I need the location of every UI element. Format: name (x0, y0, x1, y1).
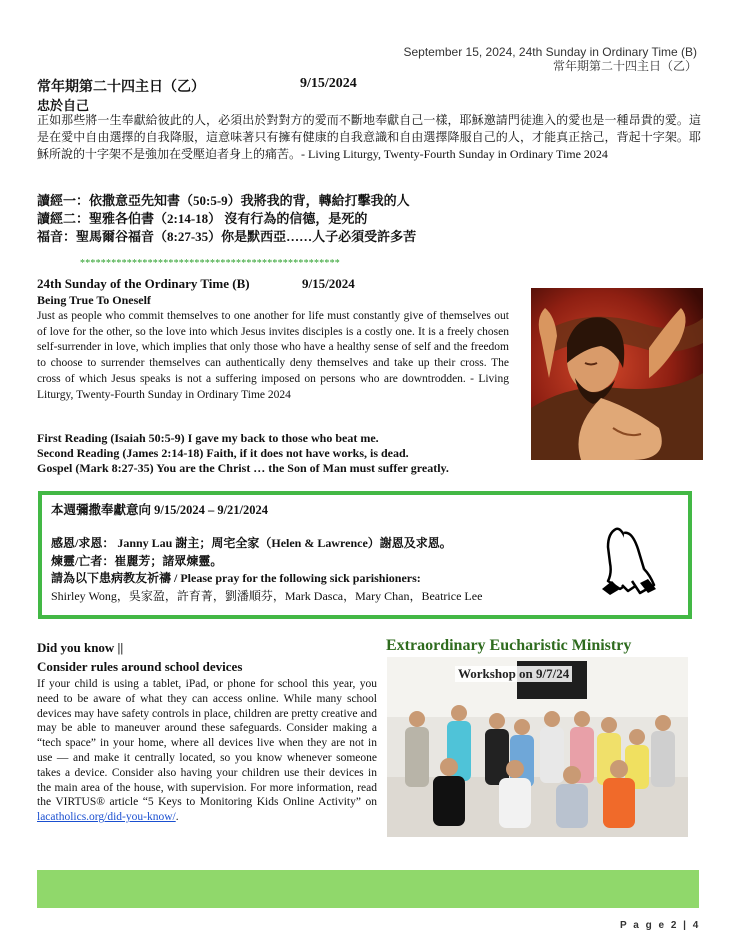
chinese-reading-2: 讀經二：聖雅各伯書（2:14-18） 沒有行為的信德，是死的 (37, 211, 368, 226)
did-you-know-subtitle: Consider rules around school devices (37, 659, 243, 674)
header-line-chinese: 常年期第二十四主日（乙） (552, 59, 697, 73)
chinese-reading-1: 讀經一：依撒意亞先知書（50:5-9）我將我的背，轉給打擊我的人 (37, 193, 410, 208)
praying-hands-icon (598, 523, 660, 595)
did-you-know-link[interactable]: lacatholics.org/did-you-know/ (37, 811, 176, 824)
english-title: 24th Sunday of the Ordinary Time (B) (37, 276, 250, 291)
workshop-group-photo (387, 657, 688, 837)
chinese-reflection: 正如那些將一生奉獻給彼此的人，必須出於對對方的愛而不斷地奉獻自己一樣，耶穌邀請門徒進入的愛也是一種昂貴的愛。這是在愛中自由選擇的自我降服，這意味著只有擁有健康的自我意識和自由選擇降服自己的人，才能真正捨己，背起十字架。耶穌所說的十字架不是強加在受壓迫者身上的痛苦。- Living Liturgy, Twenty-Fourth Sunday in Ordinary Time 2024 (37, 113, 701, 161)
english-date: 9/15/2024 (302, 276, 355, 291)
chinese-readings (37, 192, 416, 246)
english-reading-2: Second Reading (James 2:14-18) Faith, if it does not have works, is dead. (37, 446, 409, 460)
sick-parishioner-names: Shirley Wong，吳家盈，許育菁，劉潘順芬，Mark Dasca，Mary Chan，Beatrice Lee (51, 588, 483, 603)
souls-intentions: 煉靈/亡者：崔麗芳；諸眾煉靈。 (51, 553, 223, 568)
english-reading-1: First Reading (Isaiah 50:5-9) I gave my back to those who beat me. (37, 431, 379, 445)
page-number: P a g e 2 | 4 (620, 920, 701, 931)
thanksgiving-intentions: 感恩/求恩： Janny Lau 謝主；周宅全家（Helen & Lawrence）謝恩及求恩。 (51, 536, 452, 550)
english-subtitle: Being True To Oneself (37, 293, 151, 307)
section-divider: ************************************************** (80, 258, 340, 269)
did-you-know-body: If your child is using a tablet, iPad, or phone for school this year, you need to be aware of what they can access online. While many school devices may have safety controls in place, children are pretty creative and may be able to maneuver around these safeguards. Consider making a “tech space” in your home, where all devices live when they are not in use — and make it centrally located, so you know whenever someone takes a device. Consider also having your children use their devices in the main area of the house, with supervision. For more information, read the VIRTUS® article “5 Keys to Monitoring Kids Online Activity” on lacatholics.org/did-you-know/. (37, 678, 377, 824)
english-reflection: Just as people who commit themselves to one another for life must constantly give of themselves out of love for the other, so the love into which Jesus invites disciples is a costly one. It is a freely chosen self-surrender in love, which implies that only those who have a healthy sense of self and the freedom to choose to surrender themselves can authentically deny themselves and take up their cross. The cross of which Jesus speaks is not a suffering imposed on persons who are downtrodden. - Living Liturgy, Twenty-Fourth Sunday in Ordinary Time 2024 (37, 310, 509, 401)
footer-green-bar (37, 870, 699, 908)
chinese-title: 常年期第二十四主日（乙） (37, 80, 205, 95)
english-readings (37, 431, 449, 476)
mass-intentions-title: 本週彌撒奉獻意向 9/15/2024 – 9/21/2024 (51, 503, 269, 517)
eem-title: Extraordinary Eucharistic Ministry (386, 637, 632, 654)
chinese-reading-3: 福音：聖馬爾谷福音（8:27-35）你是默西亞……人子必須受許多苦 (37, 229, 417, 244)
sick-prayer-header: 請為以下患病教友祈禱 / Please pray for the following sick parishioners: (51, 571, 421, 585)
english-reading-3: Gospel (Mark 8:27-35) You are the Christ … the Son of Man must suffer greatly. (37, 461, 449, 475)
chinese-subtitle: 忠於自己 (37, 98, 90, 113)
header-line-english: September 15, 2024, 24th Sunday in Ordinary Time (B) (403, 45, 697, 59)
workshop-caption: Workshop on 9/7/24 (455, 666, 572, 682)
chinese-date: 9/15/2024 (300, 76, 357, 91)
mass-intentions-body (51, 535, 482, 605)
crucified-jesus-painting (531, 288, 703, 460)
did-you-know-title: Did you know || (37, 640, 124, 655)
